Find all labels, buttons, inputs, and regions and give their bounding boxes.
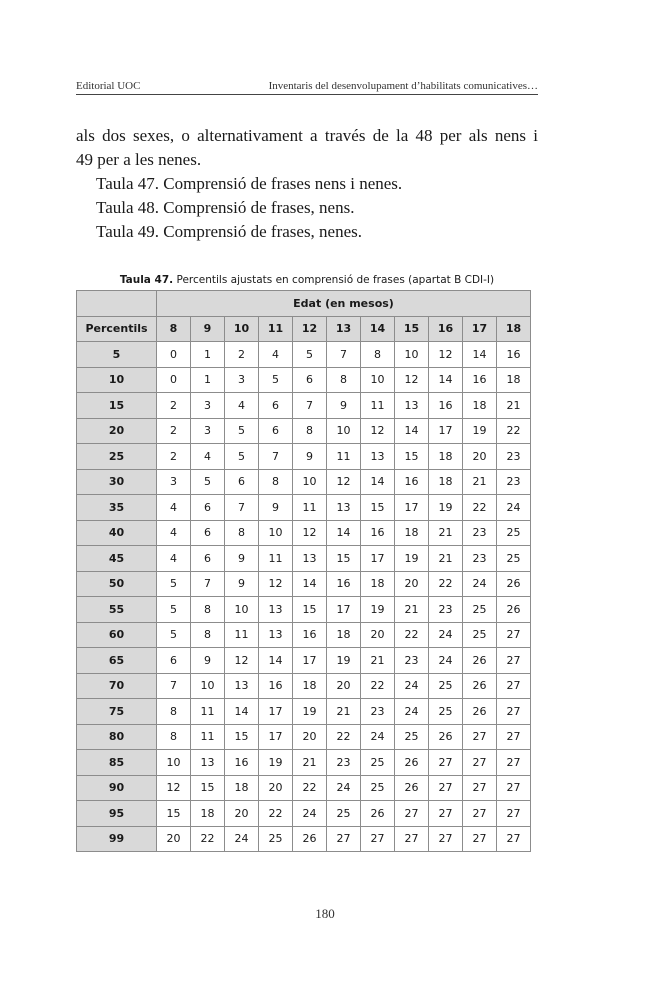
table-cell: 20 [225,801,259,827]
table-cell: 16 [463,367,497,393]
table-cell: 22 [293,775,327,801]
body-line-3: Taula 47. Comprensió de frases nens i nenes. [96,174,403,193]
table-cell: 18 [361,571,395,597]
table-cell: 23 [327,750,361,776]
table-cell: 16 [429,393,463,419]
table-cell: 8 [259,469,293,495]
table-cell: 27 [429,826,463,852]
table-cell: 9 [293,444,327,470]
table-cell: 15 [157,801,191,827]
table-cell: 8 [157,699,191,725]
table-cell: 6 [191,520,225,546]
table-cell: 27 [429,750,463,776]
table-row [77,418,531,444]
table-cell: 13 [395,393,429,419]
table-cell: 12 [429,342,463,368]
table-cell: 14 [429,367,463,393]
table-cell: 27 [497,724,531,750]
table-cell: 11 [327,444,361,470]
percentile-cell: 45 [77,546,157,572]
body-line-1: als dos sexes, o alternativament a través de la 48 per als nens i [76,126,538,145]
table-cell: 10 [361,367,395,393]
percentile-cell: 10 [77,367,157,393]
table-cell: 20 [327,673,361,699]
table-cell: 10 [259,520,293,546]
table-cell: 12 [225,648,259,674]
table-cell: 27 [395,801,429,827]
table-cell: 12 [293,520,327,546]
table-cell: 27 [429,801,463,827]
body-line-4: Taula 48. Comprensió de frases, nens. [96,198,355,217]
table-cell: 21 [429,520,463,546]
table-cell: 18 [327,622,361,648]
table-cell: 15 [225,724,259,750]
table-cell: 16 [259,673,293,699]
table-cell: 26 [463,648,497,674]
table-cell: 16 [497,342,531,368]
percentile-cell: 99 [77,826,157,852]
table-cell: 6 [191,546,225,572]
table-row [77,826,531,852]
table-cell: 17 [327,597,361,623]
table-row [77,393,531,419]
percentile-cell: 95 [77,801,157,827]
table-cell: 27 [463,724,497,750]
table-cell: 20 [395,571,429,597]
table-row [77,801,531,827]
table-cell: 26 [395,750,429,776]
table-caption [76,274,538,286]
table-cell: 4 [225,393,259,419]
table-cell: 14 [463,342,497,368]
table-cell: 21 [463,469,497,495]
table-cell: 0 [157,367,191,393]
table-cell: 17 [429,418,463,444]
table-cell: 25 [395,724,429,750]
table-row [77,444,531,470]
table-cell: 23 [497,469,531,495]
table-cell: 19 [361,597,395,623]
age-header-cell: 9 [191,316,225,342]
table-row [77,724,531,750]
caption-text: Percentils ajustats en comprensió de frases (apartat B CDI-I) [173,274,495,286]
table-cell: 15 [191,775,225,801]
table-cell: 8 [157,724,191,750]
table-cell: 26 [497,571,531,597]
table-cell: 5 [157,597,191,623]
table-cell: 1 [191,342,225,368]
percentile-cell: 85 [77,750,157,776]
table-row [77,673,531,699]
percentile-cell: 65 [77,648,157,674]
table-cell: 18 [429,444,463,470]
table-cell: 15 [361,495,395,521]
table-cell: 0 [157,342,191,368]
body-text [76,124,538,244]
table-row [77,469,531,495]
table-row [77,520,531,546]
table-cell: 20 [259,775,293,801]
table-cell: 24 [225,826,259,852]
percentile-cell: 55 [77,597,157,623]
table-cell: 22 [361,673,395,699]
table-cell: 24 [327,775,361,801]
age-header-cell: 15 [395,316,429,342]
percentile-cell: 80 [77,724,157,750]
age-header-cell: 8 [157,316,191,342]
table-cell: 8 [191,597,225,623]
table-cell: 11 [225,622,259,648]
table-cell: 6 [259,393,293,419]
table-cell: 20 [157,826,191,852]
percentile-cell: 70 [77,673,157,699]
table-cell: 22 [429,571,463,597]
table-row [77,699,531,725]
table-cell: 14 [259,648,293,674]
table-cell: 24 [361,724,395,750]
body-line-5: Taula 49. Comprensió de frases, nenes. [96,222,363,241]
table-cell: 22 [395,622,429,648]
table-cell: 12 [395,367,429,393]
table-cell: 21 [293,750,327,776]
table-cell: 12 [327,469,361,495]
table-cell: 13 [225,673,259,699]
table-cell: 24 [463,571,497,597]
table-cell: 24 [497,495,531,521]
table-cell: 25 [327,801,361,827]
table-cell: 25 [429,699,463,725]
table-cell: 25 [429,673,463,699]
table-cell: 14 [225,699,259,725]
table-cell: 5 [293,342,327,368]
table-cell: 17 [259,724,293,750]
table-cell: 14 [395,418,429,444]
table-cell: 23 [395,648,429,674]
age-header-cell: 18 [497,316,531,342]
table-cell: 25 [497,520,531,546]
table-cell: 13 [327,495,361,521]
table-cell: 9 [327,393,361,419]
age-header-cell: 17 [463,316,497,342]
table-cell: 5 [191,469,225,495]
table-cell: 6 [157,648,191,674]
percentile-cell: 60 [77,622,157,648]
table-cell: 22 [463,495,497,521]
table-cell: 10 [293,469,327,495]
table-cell: 4 [191,444,225,470]
table-cell: 18 [463,393,497,419]
table-row [77,622,531,648]
table-cell: 6 [191,495,225,521]
table-cell: 1 [191,367,225,393]
table-cell: 6 [259,418,293,444]
table-cell: 23 [463,520,497,546]
table-cell: 21 [429,546,463,572]
table-cell: 26 [361,801,395,827]
age-group-header: Edat (en mesos) [157,291,531,317]
table-cell: 24 [293,801,327,827]
table-cell: 4 [157,546,191,572]
table-cell: 8 [225,520,259,546]
table-row [77,571,531,597]
table-cell: 27 [497,750,531,776]
table-cell: 11 [259,546,293,572]
table-cell: 6 [225,469,259,495]
table-cell: 27 [497,775,531,801]
table-cell: 2 [225,342,259,368]
table-cell: 23 [361,699,395,725]
table-row [77,648,531,674]
table-cell: 20 [463,444,497,470]
table-cell: 27 [429,775,463,801]
table-cell: 22 [191,826,225,852]
table-cell: 7 [259,444,293,470]
table-cell: 23 [497,444,531,470]
table-cell: 17 [361,546,395,572]
table-cell: 21 [327,699,361,725]
percentils-header: Percentils [77,316,157,342]
table-cell: 12 [259,571,293,597]
percentile-cell: 30 [77,469,157,495]
percentile-cell: 5 [77,342,157,368]
table-cell: 8 [361,342,395,368]
table-cell: 9 [259,495,293,521]
caption-label: Taula 47. [119,274,174,286]
table-cell: 10 [225,597,259,623]
table-cell: 2 [157,418,191,444]
table-cell: 27 [497,699,531,725]
table-cell: 19 [259,750,293,776]
table-cell: 2 [157,393,191,419]
table-cell: 26 [395,775,429,801]
table-cell: 2 [157,444,191,470]
table-cell: 12 [157,775,191,801]
table-cell: 14 [361,469,395,495]
table-cell: 27 [497,801,531,827]
table-cell: 27 [463,750,497,776]
table-cell: 27 [497,673,531,699]
table-cell: 14 [327,520,361,546]
table-cell: 26 [497,597,531,623]
table-cell: 10 [191,673,225,699]
table-cell: 14 [293,571,327,597]
table-cell: 11 [191,724,225,750]
table-cell: 19 [429,495,463,521]
table-cell: 27 [497,622,531,648]
table-cell: 8 [327,367,361,393]
table-cell: 22 [327,724,361,750]
table-cell: 5 [225,418,259,444]
table-cell: 11 [293,495,327,521]
percentile-cell: 35 [77,495,157,521]
table-cell: 24 [395,699,429,725]
table-cell: 16 [395,469,429,495]
table-cell: 26 [463,673,497,699]
table-cell: 16 [293,622,327,648]
header-publisher: Editorial UOC [76,80,141,92]
percentile-cell: 50 [77,571,157,597]
table-cell: 13 [191,750,225,776]
table-cell: 3 [157,469,191,495]
table-cell: 15 [293,597,327,623]
table-cell: 22 [259,801,293,827]
table-row [77,342,531,368]
table-cell: 17 [395,495,429,521]
table-cell: 3 [191,418,225,444]
table-cell: 13 [293,546,327,572]
table-cell: 27 [463,775,497,801]
age-header-cell: 11 [259,316,293,342]
table-cell: 12 [361,418,395,444]
table-cell: 27 [327,826,361,852]
table-body [77,342,531,852]
age-header-cell: 16 [429,316,463,342]
table-cell: 9 [225,546,259,572]
table-group-row [77,291,531,317]
table-cell: 27 [463,801,497,827]
table-cell: 19 [327,648,361,674]
table-cell: 3 [225,367,259,393]
body-line-2: 49 per a les nenes. [76,150,202,169]
table-cell: 5 [157,622,191,648]
table-cell: 21 [361,648,395,674]
percentile-cell: 90 [77,775,157,801]
table-cell: 7 [327,342,361,368]
table-cell: 13 [259,597,293,623]
table-cell: 24 [429,648,463,674]
table-cell: 7 [191,571,225,597]
table-cell: 8 [293,418,327,444]
table-cell: 4 [157,520,191,546]
table-cell: 4 [259,342,293,368]
table-cell: 22 [497,418,531,444]
age-header-cell: 12 [293,316,327,342]
table-cell: 27 [497,648,531,674]
table-cell: 11 [361,393,395,419]
table-cell: 27 [361,826,395,852]
table-cell: 18 [395,520,429,546]
table-cell: 13 [361,444,395,470]
table-cell: 24 [429,622,463,648]
table-cell: 25 [463,622,497,648]
table-row [77,597,531,623]
table-cell: 27 [463,826,497,852]
table-cell: 21 [395,597,429,623]
table-cell: 10 [395,342,429,368]
page-number: 180 [315,906,335,921]
table-cell: 19 [293,699,327,725]
table-cell: 15 [327,546,361,572]
table-cell: 5 [157,571,191,597]
table-cell: 27 [395,826,429,852]
table-cell: 18 [225,775,259,801]
percentile-table [76,290,531,852]
table-cell: 20 [361,622,395,648]
table-cell: 19 [395,546,429,572]
percentile-cell: 75 [77,699,157,725]
table-cell: 5 [225,444,259,470]
table-cell: 25 [463,597,497,623]
percentile-cell: 15 [77,393,157,419]
table-cell: 10 [327,418,361,444]
table-cell: 21 [497,393,531,419]
table-cell: 18 [293,673,327,699]
table-cell: 26 [293,826,327,852]
table-cell: 17 [259,699,293,725]
table-cell: 20 [293,724,327,750]
table-cell: 19 [463,418,497,444]
table-row [77,367,531,393]
table-cell: 7 [225,495,259,521]
table-cell: 25 [361,775,395,801]
table-cell: 7 [157,673,191,699]
header-book-title: Inventaris del desenvolupament d’habilitats comunicatives… [268,80,538,92]
table-cell: 11 [191,699,225,725]
table-cell: 17 [293,648,327,674]
table-row [77,546,531,572]
table-row [77,495,531,521]
table-cell: 23 [429,597,463,623]
table-cell: 3 [191,393,225,419]
table-row [77,775,531,801]
age-header-cell: 14 [361,316,395,342]
table-cell: 27 [497,826,531,852]
table-cell: 16 [327,571,361,597]
table-age-row [77,316,531,342]
table-corner-cell [77,291,157,317]
table-cell: 24 [395,673,429,699]
table-cell: 7 [293,393,327,419]
percentile-cell: 40 [77,520,157,546]
percentile-cell: 20 [77,418,157,444]
table-cell: 15 [395,444,429,470]
table-cell: 16 [225,750,259,776]
age-header-cell: 10 [225,316,259,342]
table-cell: 6 [293,367,327,393]
table-cell: 9 [225,571,259,597]
table-cell: 18 [429,469,463,495]
table-cell: 25 [497,546,531,572]
table-cell: 10 [157,750,191,776]
running-header [76,80,538,95]
table-cell: 26 [429,724,463,750]
percentile-cell: 25 [77,444,157,470]
table-cell: 4 [157,495,191,521]
table-cell: 25 [361,750,395,776]
table-row [77,750,531,776]
table-cell: 25 [259,826,293,852]
table-cell: 8 [191,622,225,648]
table-cell: 18 [191,801,225,827]
table-cell: 5 [259,367,293,393]
table-cell: 18 [497,367,531,393]
age-header-cell: 13 [327,316,361,342]
table-cell: 23 [463,546,497,572]
table-cell: 26 [463,699,497,725]
table-cell: 16 [361,520,395,546]
table-cell: 13 [259,622,293,648]
table-cell: 9 [191,648,225,674]
